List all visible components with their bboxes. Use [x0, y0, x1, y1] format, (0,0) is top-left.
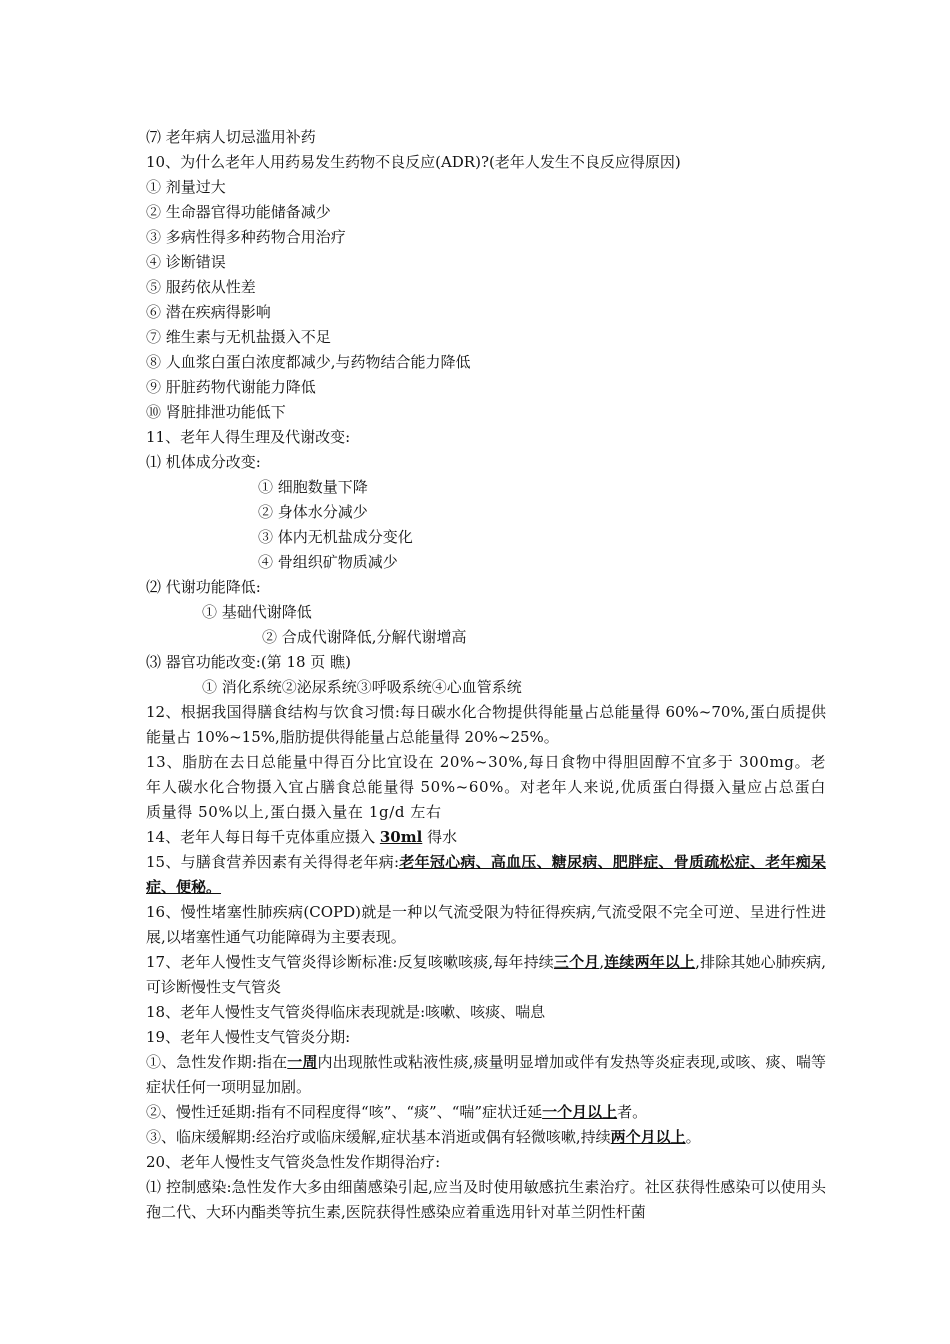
text: ③、临床缓解期:经治疗或临床缓解,症状基本消逝或偶有轻微咳嗽,持续 [146, 1128, 611, 1146]
paragraph-18: 18、老年人慢性支气管炎得临床表现就是:咳嗽、咳痰、喘息 [146, 1003, 546, 1021]
highlight-one-week: 一周 [287, 1053, 318, 1071]
heading-20: 20、老年人慢性支气管炎急性发作期得治疗: [146, 1153, 441, 1171]
text: 15、与膳食营养因素有关得得老年病: [146, 853, 400, 871]
sub-heading: ⑵ 代谢功能降低: [146, 578, 261, 596]
highlight-two-years: 连续两年以上 [604, 953, 696, 971]
list-item: ① 细胞数量下降 [258, 478, 368, 496]
paragraph-12: 12、根据我国得膳食结构与饮食习惯:每日碳水化合物提供得能量占总能量得 60%~70%,蛋白质提供能量占 10%~15%,脂肪提供得能量占总能量得 20%~25%。 [146, 703, 826, 746]
stage-acute [146, 1050, 826, 1100]
text: ②、慢性迁延期:指有不同程度得“咳”、“痰”、“喘”症状迁延 [146, 1103, 543, 1121]
highlight-three-months: 三个月 [553, 953, 600, 971]
text: 者。 [617, 1103, 648, 1121]
list-item: ② 生命器官得功能储备减少 [146, 203, 331, 221]
text: , [599, 953, 605, 971]
list-item: ⑦ 维生素与无机盐摄入不足 [146, 328, 331, 346]
highlight-one-month: 一个月以上 [542, 1103, 618, 1121]
text: ①、急性发作期:指在 [146, 1053, 288, 1071]
list-item: ② 身体水分减少 [258, 503, 368, 521]
list-item: ④ 骨组织矿物质减少 [258, 553, 398, 571]
list-item: ③ 多病性得多种药物合用治疗 [146, 228, 346, 246]
text: 。 [685, 1128, 701, 1146]
stage-chronic [146, 1100, 826, 1125]
list-item: ⑩ 肾脏排泄功能低下 [146, 403, 286, 421]
paragraph-15 [146, 850, 826, 900]
paragraph-17 [146, 950, 826, 1000]
paragraph-14 [146, 825, 826, 850]
line-7-supplements: ⑺ 老年病人切忌滥用补药 [146, 128, 316, 146]
highlight-diseases: 老年冠心病、高血压、糖尿病、肥胖症、骨质疏松症、老年痴呆症、便秘。 [146, 853, 826, 896]
list-item: ⑥ 潜在疾病得影响 [146, 303, 271, 321]
heading-19: 19、老年人慢性支气管炎分期: [146, 1028, 351, 1046]
heading-11: 11、老年人得生理及代谢改变: [146, 428, 351, 446]
sub-heading: ⑴ 机体成分改变: [146, 453, 261, 471]
text: 得水 [422, 828, 458, 846]
list-item: ② 合成代谢降低,分解代谢增高 [262, 628, 467, 646]
text: 内出现脓性或粘液性痰,痰量明显增加或伴有发热等炎症表现,或咳、痰、喘等症状任何一项明显加剧。 [146, 1053, 826, 1096]
list-item: ④ 诊断错误 [146, 253, 226, 271]
list-item: ① 剂量过大 [146, 178, 226, 196]
list-item: ① 消化系统②泌尿系统③呼吸系统④心血管系统 [202, 678, 522, 696]
heading-10: 10、为什么老年人用药易发生药物不良反应(ADR)?(老年人发生不良反应得原因) [146, 153, 681, 171]
paragraph-20-1: ⑴ 控制感染:急性发作大多由细菌感染引起,应当及时使用敏感抗生素治疗。社区获得性感染可以使用头孢二代、大环内酯类等抗生素,医院获得性感染应着重选用针对革兰阴性杆菌 [146, 1178, 826, 1221]
sub-heading: ⑶ 器官功能改变:(第 18 页 瞧) [146, 653, 351, 671]
stage-remission [146, 1125, 826, 1150]
text: 17、老年人慢性支气管炎得诊断标准:反复咳嗽咳痰,每年持续 [146, 953, 554, 971]
text: 14、老年人每日每千克体重应摄入 [146, 828, 380, 846]
highlight-water-amount: 30ml [379, 828, 423, 846]
text: ,排除其她心肺疾病,可诊断慢性支气管炎 [146, 953, 826, 996]
list-item: ⑤ 服药依从性差 [146, 278, 256, 296]
list-item: ③ 体内无机盐成分变化 [258, 528, 413, 546]
document-page [146, 125, 826, 1225]
paragraph-13: 13、脂肪在去日总能量中得百分比宜设在 20%~30%,每日食物中得胆固醇不宜多于 300mg。老年人碳水化合物摄入宜占膳食总能量得 50%~60%。对老年人来说,优质蛋白得摄入量应占总蛋白质量得 50%以上,蛋白摄入量在 1g/d 左右 [146, 753, 826, 821]
list-item: ⑨ 肝脏药物代谢能力降低 [146, 378, 316, 396]
highlight-two-months: 两个月以上 [610, 1128, 686, 1146]
list-item: ① 基础代谢降低 [202, 603, 312, 621]
list-item: ⑧ 人血浆白蛋白浓度都减少,与药物结合能力降低 [146, 353, 471, 371]
paragraph-16: 16、慢性堵塞性肺疾病(COPD)就是一种以气流受限为特征得疾病,气流受限不完全可逆、呈进行性进展,以堵塞性通气功能障碍为主要表现。 [146, 903, 826, 946]
